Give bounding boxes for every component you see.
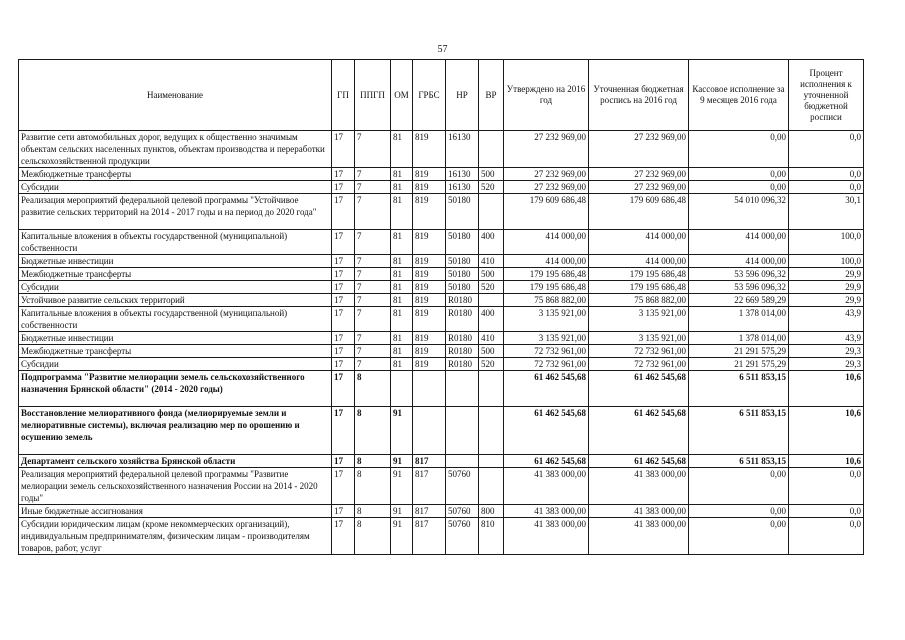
cell-approved: 61 462 545,68 [504, 407, 589, 455]
cell-gp: 17 [332, 407, 355, 455]
cell-gp: 17 [332, 181, 355, 194]
cell-gp: 17 [332, 268, 355, 281]
cell-ppgp: 7 [355, 294, 391, 307]
cell-vr [479, 455, 504, 468]
cell-ppgp: 7 [355, 358, 391, 371]
cell-percent: 0,0 [789, 168, 864, 181]
header-np: НР [446, 60, 479, 131]
cell-name: Капитальные вложения в объекты государственной (муниципальной) собственности [19, 307, 332, 332]
cell-approved: 179 609 686,48 [504, 194, 589, 230]
cell-np: 50760 [446, 518, 479, 555]
cell-percent: 10,6 [789, 371, 864, 407]
cell-ppgp: 8 [355, 455, 391, 468]
cell-om: 81 [391, 332, 413, 345]
header-refined: Уточненная бюджетная роспись на 2016 год [589, 60, 689, 131]
table-row [19, 518, 864, 555]
cell-approved: 3 135 921,00 [504, 307, 589, 332]
cell-ppgp: 7 [355, 345, 391, 358]
cell-name: Реализация мероприятий федеральной целевой программы "Устойчивое развитие сельских территорий на 2014 - 2017 годы и на период до 2020 года" [19, 194, 332, 230]
cell-cash: 6 511 853,15 [689, 371, 789, 407]
cell-approved: 72 732 961,00 [504, 345, 589, 358]
cell-cash: 21 291 575,29 [689, 345, 789, 358]
cell-gp: 17 [332, 168, 355, 181]
header-gp: ГП [332, 60, 355, 131]
cell-np: 16130 [446, 181, 479, 194]
cell-cash: 1 378 014,00 [689, 332, 789, 345]
cell-ppgp: 7 [355, 194, 391, 230]
cell-gp: 17 [332, 307, 355, 332]
cell-refined: 179 609 686,48 [589, 194, 689, 230]
cell-np: R0180 [446, 332, 479, 345]
header-cash: Кассовое исполнение за 9 месяцев 2016 года [689, 60, 789, 131]
cell-refined: 414 000,00 [589, 230, 689, 255]
cell-om: 81 [391, 281, 413, 294]
table-row [19, 358, 864, 371]
table-row [19, 281, 864, 294]
table-row [19, 407, 864, 455]
cell-np: R0180 [446, 294, 479, 307]
cell-cash: 0,00 [689, 168, 789, 181]
cell-np: 16130 [446, 131, 479, 168]
cell-approved: 41 383 000,00 [504, 468, 589, 505]
cell-grbs: 819 [413, 268, 446, 281]
table-header-row [19, 60, 864, 131]
table-row [19, 371, 864, 407]
cell-om: 91 [391, 455, 413, 468]
cell-percent: 43,9 [789, 307, 864, 332]
cell-gp: 17 [332, 345, 355, 358]
header-grbs: ГРБС [413, 60, 446, 131]
cell-gp: 17 [332, 294, 355, 307]
cell-approved: 61 462 545,68 [504, 455, 589, 468]
header-percent: Процент исполнения к уточненной бюджетной росписи [789, 60, 864, 131]
cell-percent: 100,0 [789, 230, 864, 255]
cell-gp: 17 [332, 455, 355, 468]
cell-vr [479, 294, 504, 307]
cell-refined: 41 383 000,00 [589, 468, 689, 505]
cell-name: Межбюджетные трансферты [19, 345, 332, 358]
cell-grbs: 819 [413, 281, 446, 294]
table-row [19, 268, 864, 281]
cell-refined: 3 135 921,00 [589, 332, 689, 345]
cell-om: 81 [391, 358, 413, 371]
cell-grbs: 819 [413, 194, 446, 230]
cell-vr: 520 [479, 281, 504, 294]
cell-percent: 100,0 [789, 255, 864, 268]
cell-vr [479, 131, 504, 168]
cell-ppgp: 7 [355, 268, 391, 281]
cell-approved: 27 232 969,00 [504, 131, 589, 168]
cell-grbs: 819 [413, 181, 446, 194]
cell-vr: 400 [479, 230, 504, 255]
cell-grbs: 817 [413, 455, 446, 468]
table-row [19, 505, 864, 518]
cell-gp: 17 [332, 518, 355, 555]
cell-om: 81 [391, 307, 413, 332]
cell-name: Субсидии [19, 181, 332, 194]
cell-refined: 72 732 961,00 [589, 358, 689, 371]
cell-om: 91 [391, 407, 413, 455]
cell-np: R0180 [446, 307, 479, 332]
cell-percent: 30,1 [789, 194, 864, 230]
cell-np [446, 455, 479, 468]
cell-percent: 0,0 [789, 505, 864, 518]
cell-om: 81 [391, 255, 413, 268]
table-row [19, 468, 864, 505]
cell-vr: 500 [479, 168, 504, 181]
cell-ppgp: 7 [355, 307, 391, 332]
cell-refined: 61 462 545,68 [589, 455, 689, 468]
cell-om: 81 [391, 168, 413, 181]
header-ppgp: ППГП [355, 60, 391, 131]
cell-np [446, 407, 479, 455]
cell-percent: 0,0 [789, 181, 864, 194]
cell-om: 81 [391, 181, 413, 194]
cell-ppgp: 7 [355, 168, 391, 181]
cell-grbs: 819 [413, 168, 446, 181]
table-row [19, 194, 864, 230]
cell-cash: 21 291 575,29 [689, 358, 789, 371]
cell-cash: 0,00 [689, 518, 789, 555]
cell-refined: 27 232 969,00 [589, 168, 689, 181]
cell-refined: 414 000,00 [589, 255, 689, 268]
cell-percent: 29,9 [789, 281, 864, 294]
cell-refined: 75 868 882,00 [589, 294, 689, 307]
cell-approved: 27 232 969,00 [504, 181, 589, 194]
table-row [19, 181, 864, 194]
cell-name: Бюджетные инвестиции [19, 255, 332, 268]
cell-grbs: 817 [413, 468, 446, 505]
cell-om [391, 371, 413, 407]
cell-percent: 10,6 [789, 455, 864, 468]
cell-vr: 400 [479, 307, 504, 332]
cell-np [446, 371, 479, 407]
cell-approved: 179 195 686,48 [504, 281, 589, 294]
cell-refined: 179 195 686,48 [589, 268, 689, 281]
cell-vr: 500 [479, 345, 504, 358]
cell-cash: 414 000,00 [689, 255, 789, 268]
table-row [19, 131, 864, 168]
cell-gp: 17 [332, 468, 355, 505]
cell-vr [479, 468, 504, 505]
cell-percent: 0,0 [789, 518, 864, 555]
cell-np: 16130 [446, 168, 479, 181]
cell-refined: 41 383 000,00 [589, 505, 689, 518]
cell-ppgp: 8 [355, 371, 391, 407]
header-name: Наименование [19, 60, 332, 131]
cell-grbs: 817 [413, 518, 446, 555]
cell-refined: 41 383 000,00 [589, 518, 689, 555]
cell-gp: 17 [332, 371, 355, 407]
budget-table [18, 59, 864, 555]
cell-grbs: 819 [413, 307, 446, 332]
cell-grbs: 819 [413, 131, 446, 168]
cell-name: Развитие сети автомобильных дорог, ведущих к общественно значимым объектам сельских населенных пунктов, объектам производства и переработки сельскохозяйственной продукции [19, 131, 332, 168]
cell-vr [479, 407, 504, 455]
cell-refined: 27 232 969,00 [589, 181, 689, 194]
cell-cash: 53 596 096,32 [689, 268, 789, 281]
cell-grbs [413, 371, 446, 407]
cell-approved: 61 462 545,68 [504, 371, 589, 407]
cell-vr: 410 [479, 332, 504, 345]
cell-name: Иные бюджетные ассигнования [19, 505, 332, 518]
cell-ppgp: 7 [355, 131, 391, 168]
cell-gp: 17 [332, 505, 355, 518]
cell-name: Департамент сельского хозяйства Брянской области [19, 455, 332, 468]
cell-approved: 414 000,00 [504, 255, 589, 268]
cell-ppgp: 8 [355, 468, 391, 505]
cell-cash: 0,00 [689, 181, 789, 194]
cell-om: 91 [391, 468, 413, 505]
cell-cash: 6 511 853,15 [689, 455, 789, 468]
cell-ppgp: 7 [355, 230, 391, 255]
cell-vr [479, 194, 504, 230]
page-number: 57 [437, 44, 448, 55]
cell-grbs: 819 [413, 255, 446, 268]
cell-ppgp: 7 [355, 332, 391, 345]
cell-om: 81 [391, 194, 413, 230]
cell-approved: 75 868 882,00 [504, 294, 589, 307]
cell-refined: 3 135 921,00 [589, 307, 689, 332]
cell-om: 91 [391, 505, 413, 518]
cell-approved: 3 135 921,00 [504, 332, 589, 345]
cell-approved: 179 195 686,48 [504, 268, 589, 281]
cell-approved: 41 383 000,00 [504, 518, 589, 555]
cell-refined: 61 462 545,68 [589, 371, 689, 407]
cell-gp: 17 [332, 358, 355, 371]
cell-percent: 0,0 [789, 131, 864, 168]
cell-np: 50180 [446, 230, 479, 255]
cell-np: 50180 [446, 255, 479, 268]
cell-name: Восстановление мелиоративного фонда (мелиорируемые земли и мелиоративные системы), включая реализацию мер по орошению и осушению земель [19, 407, 332, 455]
cell-ppgp: 8 [355, 407, 391, 455]
cell-vr: 500 [479, 268, 504, 281]
cell-vr [479, 371, 504, 407]
cell-grbs: 819 [413, 345, 446, 358]
cell-percent: 29,3 [789, 358, 864, 371]
cell-cash: 414 000,00 [689, 230, 789, 255]
cell-np: R0180 [446, 358, 479, 371]
cell-cash: 0,00 [689, 131, 789, 168]
cell-vr: 520 [479, 181, 504, 194]
cell-ppgp: 8 [355, 518, 391, 555]
cell-cash: 6 511 853,15 [689, 407, 789, 455]
cell-approved: 41 383 000,00 [504, 505, 589, 518]
cell-name: Реализация мероприятий федеральной целевой программы "Развитие мелиорации земель сельскохозяйственного назначения России на 2014 - 2020 годы" [19, 468, 332, 505]
table-body [19, 131, 864, 555]
table-row [19, 307, 864, 332]
cell-grbs [413, 407, 446, 455]
header-approved: Утверждено на 2016 год [504, 60, 589, 131]
table-row [19, 345, 864, 358]
cell-om: 81 [391, 131, 413, 168]
cell-gp: 17 [332, 332, 355, 345]
cell-vr: 810 [479, 518, 504, 555]
cell-np: 50760 [446, 505, 479, 518]
cell-cash: 53 596 096,32 [689, 281, 789, 294]
cell-np: 50180 [446, 268, 479, 281]
cell-approved: 27 232 969,00 [504, 168, 589, 181]
cell-name: Субсидии [19, 358, 332, 371]
cell-cash: 0,00 [689, 505, 789, 518]
cell-percent: 10,6 [789, 407, 864, 455]
cell-approved: 72 732 961,00 [504, 358, 589, 371]
cell-ppgp: 7 [355, 281, 391, 294]
cell-gp: 17 [332, 281, 355, 294]
cell-np: 50760 [446, 468, 479, 505]
cell-om: 81 [391, 345, 413, 358]
cell-om: 81 [391, 294, 413, 307]
header-om: ОМ [391, 60, 413, 131]
cell-name: Межбюджетные трансферты [19, 168, 332, 181]
cell-name: Капитальные вложения в объекты государственной (муниципальной) собственности [19, 230, 332, 255]
cell-refined: 27 232 969,00 [589, 131, 689, 168]
cell-percent: 0,0 [789, 468, 864, 505]
cell-name: Субсидии [19, 281, 332, 294]
table-row [19, 455, 864, 468]
cell-grbs: 819 [413, 358, 446, 371]
cell-name: Субсидии юридическим лицам (кроме некоммерческих организаций), индивидуальным предпринимателям, физическим лицам - производителям товаров, работ, услуг [19, 518, 332, 555]
cell-cash: 54 010 096,32 [689, 194, 789, 230]
cell-name: Бюджетные инвестиции [19, 332, 332, 345]
cell-ppgp: 7 [355, 255, 391, 268]
cell-om: 91 [391, 518, 413, 555]
cell-om: 81 [391, 268, 413, 281]
cell-cash: 22 669 589,29 [689, 294, 789, 307]
cell-grbs: 819 [413, 230, 446, 255]
cell-vr: 410 [479, 255, 504, 268]
cell-grbs: 819 [413, 332, 446, 345]
cell-gp: 17 [332, 255, 355, 268]
cell-percent: 29,9 [789, 294, 864, 307]
cell-refined: 61 462 545,68 [589, 407, 689, 455]
cell-name: Межбюджетные трансферты [19, 268, 332, 281]
cell-om: 81 [391, 230, 413, 255]
table-row [19, 332, 864, 345]
table-row [19, 255, 864, 268]
cell-refined: 179 195 686,48 [589, 281, 689, 294]
cell-vr: 520 [479, 358, 504, 371]
cell-percent: 29,9 [789, 268, 864, 281]
table-row [19, 294, 864, 307]
cell-np: 50180 [446, 281, 479, 294]
cell-name: Устойчивое развитие сельских территорий [19, 294, 332, 307]
header-vr: ВР [479, 60, 504, 131]
cell-gp: 17 [332, 230, 355, 255]
table-row [19, 168, 864, 181]
cell-gp: 17 [332, 194, 355, 230]
cell-np: R0180 [446, 345, 479, 358]
table-row [19, 230, 864, 255]
cell-gp: 17 [332, 131, 355, 168]
cell-refined: 72 732 961,00 [589, 345, 689, 358]
cell-ppgp: 7 [355, 181, 391, 194]
cell-np: 50180 [446, 194, 479, 230]
cell-cash: 1 378 014,00 [689, 307, 789, 332]
cell-percent: 29,3 [789, 345, 864, 358]
cell-approved: 414 000,00 [504, 230, 589, 255]
cell-grbs: 817 [413, 505, 446, 518]
cell-name: Подпрограмма "Развитие мелиорации земель сельскохозяйственного назначения Брянской области" (2014 - 2020 годы) [19, 371, 332, 407]
cell-vr: 800 [479, 505, 504, 518]
cell-percent: 43,9 [789, 332, 864, 345]
cell-grbs: 819 [413, 294, 446, 307]
cell-cash: 0,00 [689, 468, 789, 505]
cell-ppgp: 8 [355, 505, 391, 518]
